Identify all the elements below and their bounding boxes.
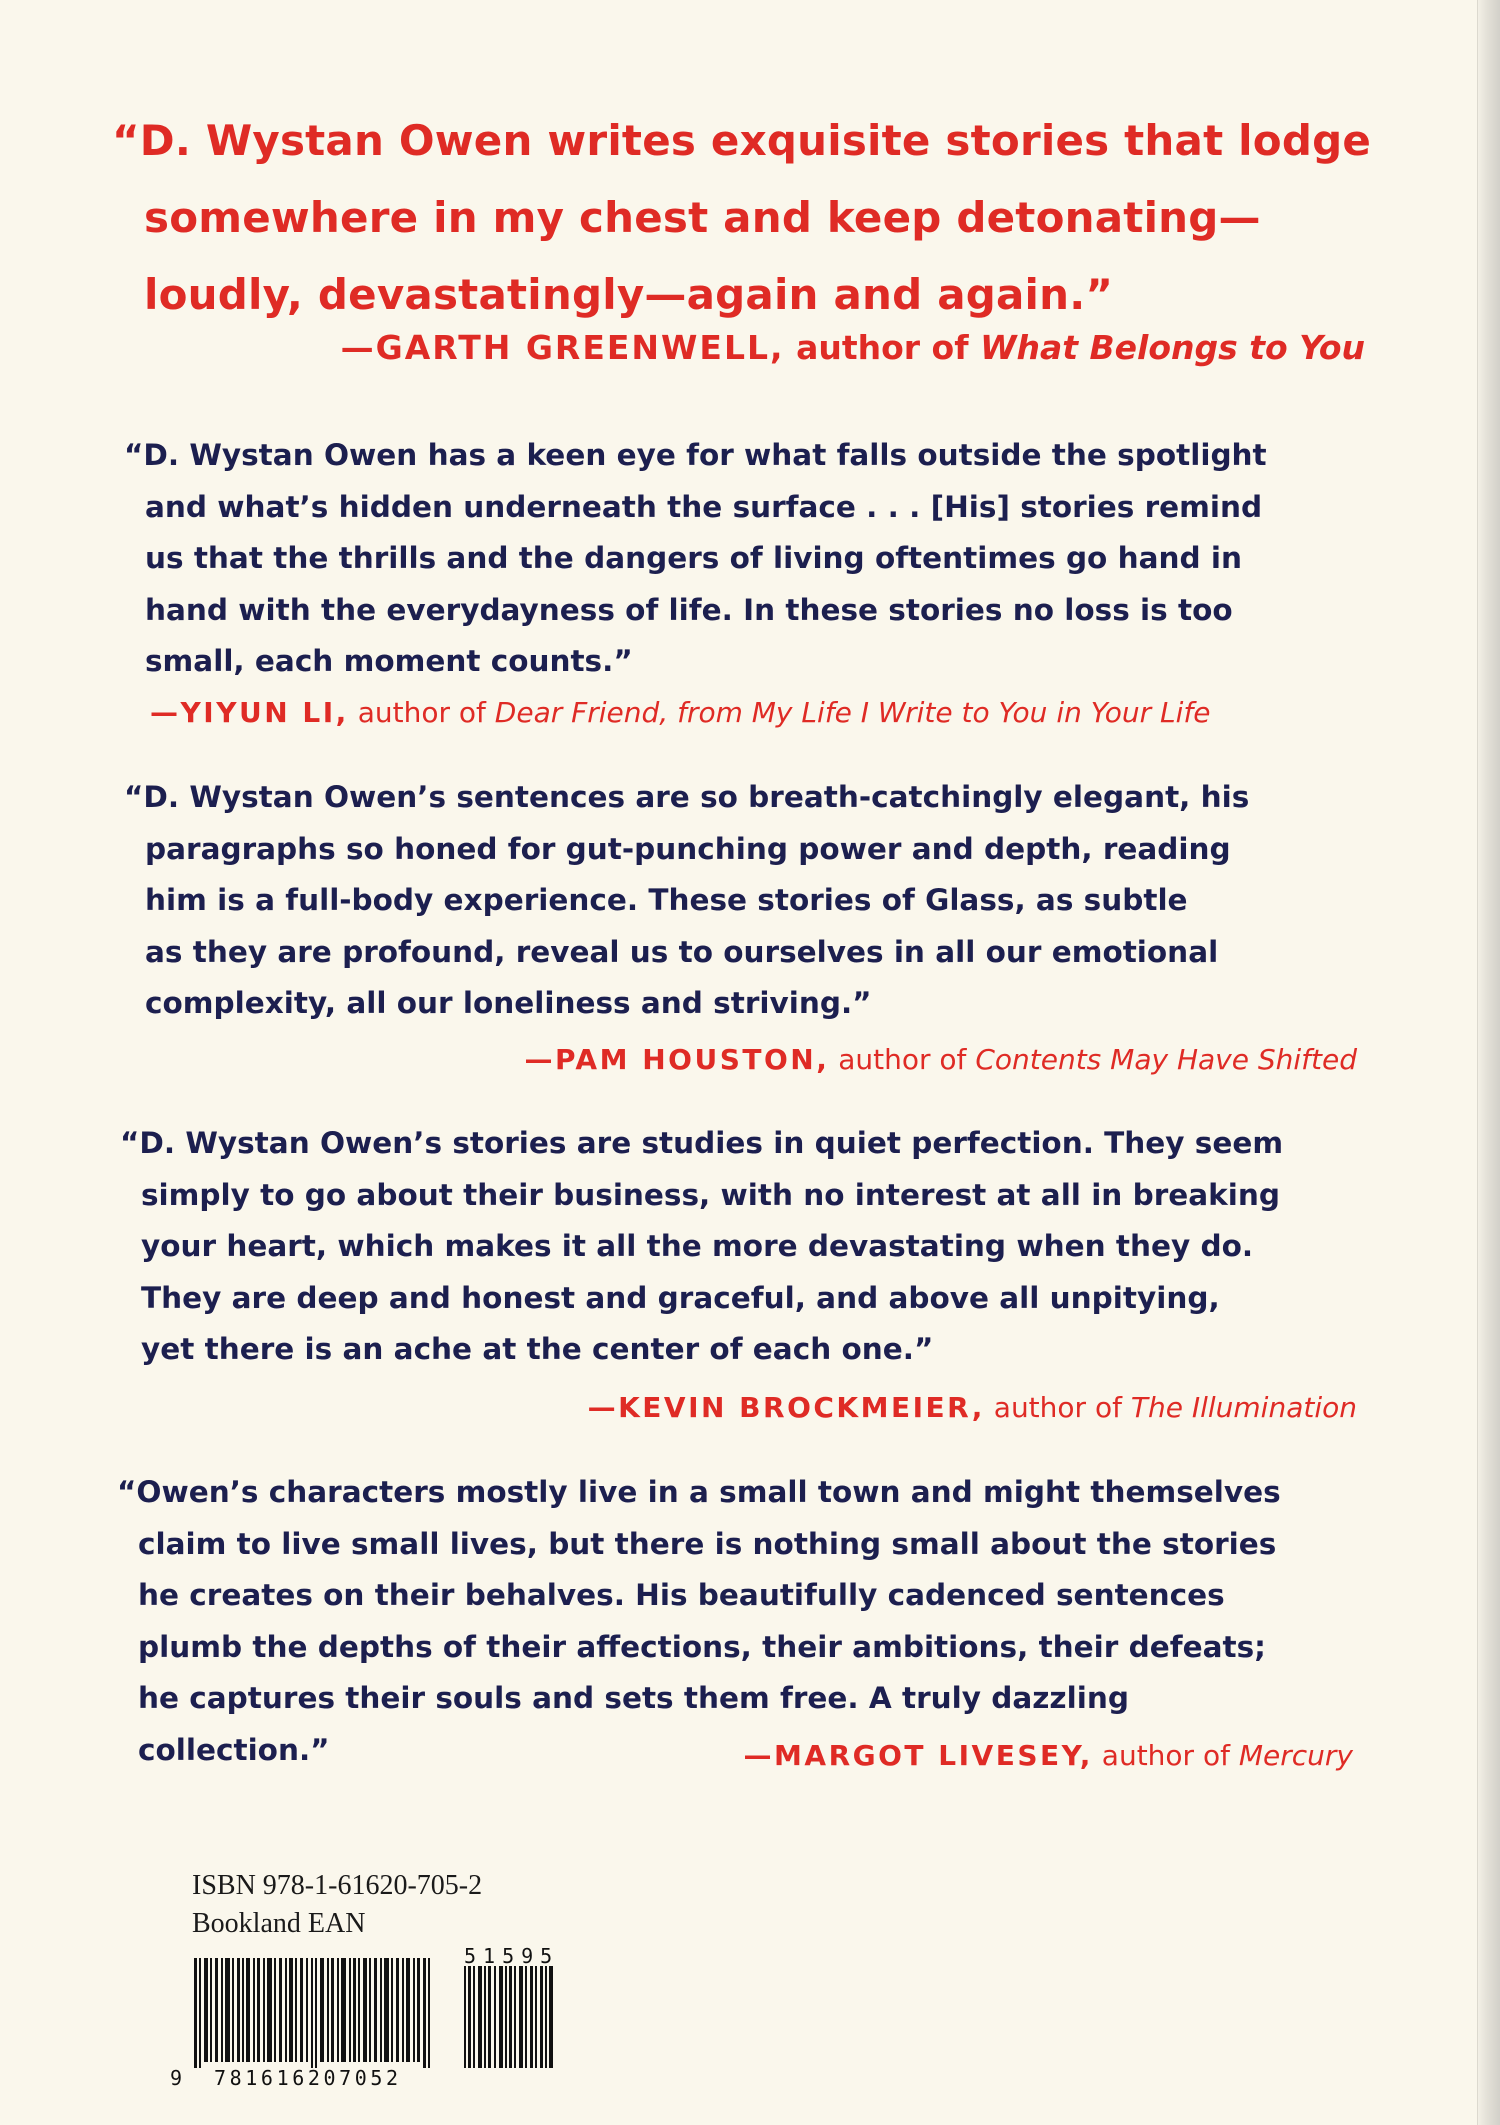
attribution-name: —YIYUN LI, (150, 696, 349, 729)
attribution-book-title: The Illumination (1130, 1391, 1357, 1424)
attribution-book-title: Contents May Have Shifted (975, 1043, 1357, 1076)
ean-label: Bookland EAN (192, 1908, 366, 1939)
featured-quote-line: “D. Wystan Owen writes exquisite stories that lodge (112, 116, 1372, 165)
blurb-quote-line: collection.” (138, 1732, 330, 1767)
blurb-quote-line: “Owen’s characters mostly live in a small town and might themselves (117, 1475, 1281, 1509)
barcode-bars (194, 1958, 614, 2068)
blurb-quote-line: yet there is an ache at the center of each one.” (141, 1332, 934, 1366)
blurb-quote-line: “D. Wystan Owen has a keen eye for what falls outside the spotlight (124, 438, 1267, 472)
attribution-author-of: author of (796, 328, 969, 367)
attribution-book-title: What Belongs to You (980, 328, 1365, 367)
attribution-author-of: author of (993, 1391, 1122, 1424)
attribution-author-of: author of (357, 696, 486, 729)
blurb-yiyun-li (124, 430, 1364, 688)
blurb-quote-line: he creates on their behalves. His beautifully cadenced sentences (138, 1578, 1225, 1612)
blurb-margot-livesey (117, 1467, 1357, 1776)
attribution-name: —KEVIN BROCKMEIER, (587, 1391, 985, 1424)
blurb-quote-line: “D. Wystan Owen’s stories are studies in quiet perfection. They seem (120, 1126, 1284, 1160)
blurb-quote-line: paragraphs so honed for gut-punching power and depth, reading (145, 831, 1231, 866)
blurb-quote-line: him is a full-body experience. These stories of Glass, as subtle (145, 883, 1188, 917)
attribution-author-of: author of (838, 1043, 967, 1076)
featured-attribution (341, 328, 1365, 368)
barcode-first-digit: 9 (170, 2066, 183, 2090)
attribution-book-title: Mercury (1238, 1739, 1353, 1772)
blurb-quote-line: plumb the depths of their affections, their ambitions, their defeats; (138, 1629, 1266, 1664)
blurb-pam-houston (124, 772, 1364, 1030)
attribution-author-of: author of (1101, 1739, 1230, 1772)
blurb-quote-line: hand with the everydayness of life. In these stories no loss is too (145, 592, 1233, 627)
book-spine-edge (1477, 0, 1500, 2125)
attribution-name: —PAM HOUSTON, (524, 1043, 830, 1076)
blurb-quote-line: claim to live small lives, but there is nothing small about the stories (138, 1526, 1277, 1561)
featured-quote-line: loudly, devastatingly—again and again.” (144, 270, 1114, 319)
blurb-quote-line: he captures their souls and sets them free. A truly dazzling (138, 1681, 1129, 1715)
blurb-quote-line: “D. Wystan Owen’s sentences are so breath-catchingly elegant, his (124, 780, 1250, 814)
blurb-attribution (150, 695, 1211, 731)
attribution-name: —MARGOT LIVESEY, (743, 1739, 1093, 1772)
blurb-quote-line: simply to go about their business, with no interest at all in breaking (141, 1177, 1281, 1212)
blurb-attribution (588, 1390, 1357, 1426)
barcode-addon-digits: 51595 (464, 1944, 560, 1968)
blurb-attribution (524, 1042, 1357, 1078)
blurb-quote-line: as they are profound, reveal us to ourselves in all our emotional (145, 934, 1219, 969)
isbn-number: ISBN 978-1-61620-705-2 (192, 1870, 483, 1901)
featured-quote-line: somewhere in my chest and keep detonating— (144, 193, 1261, 242)
barcode (168, 1944, 608, 2092)
blurb-kevin-brockmeier (120, 1118, 1360, 1376)
blurb-quote-line: your heart, which makes it all the more devastating when they do. (141, 1229, 1254, 1263)
blurb-quote-line: complexity, all our loneliness and striving.” (145, 986, 872, 1020)
blurb-quote-line: They are deep and honest and graceful, and above all unpitying, (141, 1280, 1220, 1315)
attribution-name: —GARTH GREENWELL, (340, 328, 785, 367)
featured-blurb (112, 102, 1412, 367)
barcode-ean-digits: 781616207052 (214, 2066, 402, 2090)
isbn-label-block (192, 1867, 482, 1943)
blurb-quote-line: us that the thrills and the dangers of living oftentimes go hand in (145, 541, 1243, 575)
blurb-quote-line: small, each moment counts.” (145, 644, 633, 678)
attribution-book-title: Dear Friend, from My Life I Write to You in Your Life (494, 696, 1211, 729)
blurb-quote-line: and what’s hidden underneath the surface . . . [His] stories remind (145, 489, 1263, 524)
blurb-attribution (744, 1738, 1353, 1774)
